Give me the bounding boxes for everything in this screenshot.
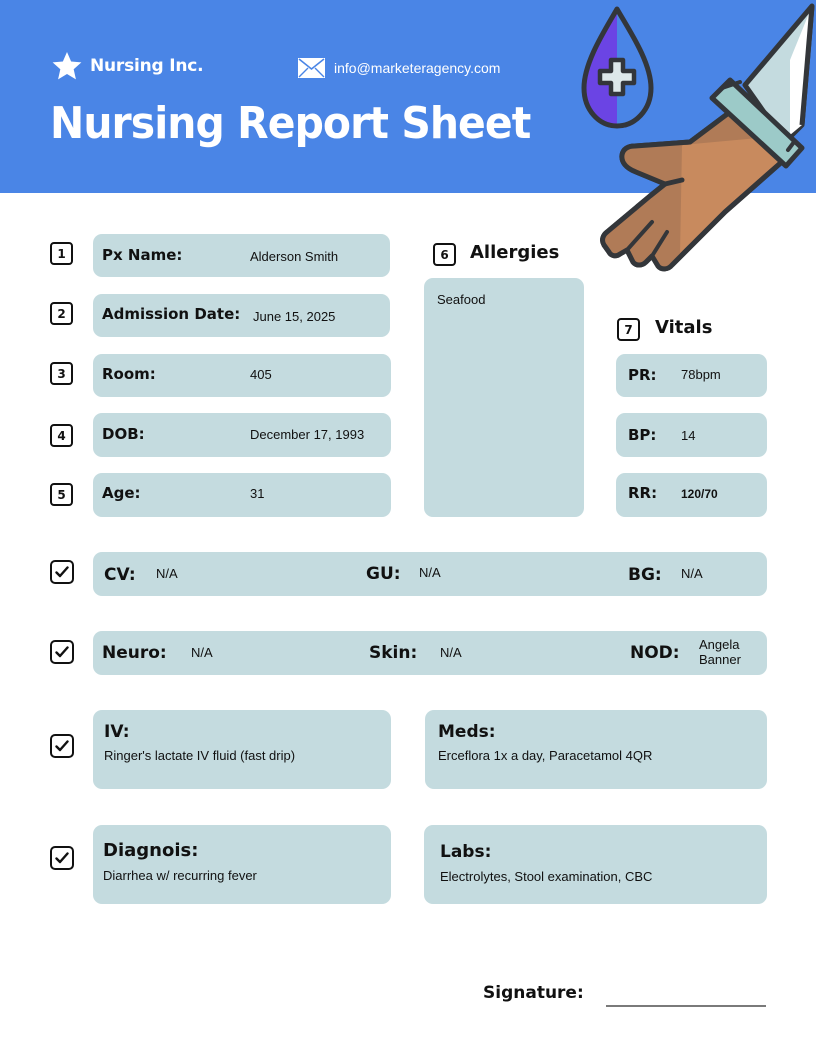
number-badge: 4 [50, 424, 73, 447]
meds-field[interactable] [425, 710, 767, 789]
field-value: 31 [250, 486, 265, 501]
dob-field[interactable] [93, 413, 391, 457]
page-title: Nursing Report Sheet [50, 98, 531, 149]
field-value: December 17, 1993 [250, 427, 365, 442]
nod-label: NOD: [630, 643, 680, 663]
field-value: 405 [250, 367, 272, 382]
vital-pr-field[interactable] [616, 354, 767, 397]
field-label: Room: [102, 365, 156, 383]
field-label: Admission Date: [102, 305, 241, 323]
field-value: Alderson Smith [250, 249, 339, 264]
cv-value: N/A [156, 566, 178, 581]
iv-label: IV: [104, 722, 130, 742]
field-label: RR: [628, 484, 658, 502]
gu-label: GU: [366, 564, 401, 584]
allergies-title: Allergies [470, 242, 560, 263]
admission-date-field[interactable] [93, 294, 390, 337]
labs-label: Labs: [440, 842, 492, 862]
checkbox-checked[interactable] [50, 560, 74, 584]
email-text: info@marketeragency.com [334, 60, 501, 76]
age-field[interactable] [93, 473, 391, 517]
field-label: Age: [102, 484, 141, 502]
diagnosis-field[interactable] [93, 825, 391, 904]
bg-label: BG: [628, 565, 662, 585]
diagnosis-label: Diagnois: [103, 840, 199, 861]
systems-row-neuro-skin-nod[interactable] [93, 631, 767, 675]
checkmark-icon [55, 646, 69, 658]
contact-email[interactable] [298, 58, 500, 78]
checkmark-icon [55, 566, 69, 578]
number-badge: 1 [50, 242, 73, 265]
vital-rr-field[interactable] [616, 473, 767, 517]
field-value: 14 [681, 428, 696, 443]
signature-line[interactable] [606, 1005, 766, 1007]
systems-row-cv-gu-bg[interactable] [93, 552, 767, 596]
room-field[interactable] [93, 354, 391, 397]
allergies-value: Seafood [437, 292, 486, 307]
checkmark-icon [55, 740, 69, 752]
checkbox-checked[interactable] [50, 846, 74, 870]
number-badge: 3 [50, 362, 73, 385]
skin-value: N/A [440, 645, 462, 660]
nod-value-line2: Banner [699, 652, 741, 667]
checkbox-checked[interactable] [50, 734, 74, 758]
meds-label: Meds: [438, 722, 496, 742]
number-badge: 7 [617, 318, 640, 341]
field-value: June 15, 2025 [253, 309, 336, 324]
vitals-title: Vitals [655, 317, 713, 338]
number-badge: 2 [50, 302, 73, 325]
neuro-value: N/A [191, 645, 213, 660]
checkbox-checked[interactable] [50, 640, 74, 664]
neuro-label: Neuro: [102, 643, 167, 663]
brand-name: Nursing Inc. [90, 56, 204, 76]
gloved-hand-illustration [575, 0, 816, 280]
cv-label: CV: [104, 565, 136, 585]
number-badge: 6 [433, 243, 456, 266]
skin-label: Skin: [369, 643, 418, 663]
iv-field[interactable] [93, 710, 391, 789]
field-label: Px Name: [102, 246, 183, 264]
field-value: 78bpm [681, 367, 721, 382]
field-label: DOB: [102, 425, 145, 443]
field-value: 120/70 [681, 487, 718, 501]
meds-value: Erceflora 1x a day, Paracetamol 4QR [438, 748, 653, 763]
envelope-icon [298, 58, 325, 78]
nod-value-line1: Angela [699, 637, 740, 652]
brand [50, 50, 203, 82]
px-name-field[interactable] [93, 234, 390, 277]
field-label: PR: [628, 366, 657, 384]
labs-field[interactable] [424, 825, 767, 904]
iv-value: Ringer's lactate IV fluid (fast drip) [104, 748, 296, 763]
blood-drop-plus-icon [584, 9, 651, 126]
labs-value: Electrolytes, Stool examination, CBC [440, 869, 653, 884]
vital-bp-field[interactable] [616, 413, 767, 457]
checkmark-icon [55, 852, 69, 864]
bg-value: N/A [681, 566, 703, 581]
diagnosis-value: Diarrhea w/ recurring fever [103, 868, 257, 883]
gu-value: N/A [419, 565, 441, 580]
field-label: BP: [628, 426, 657, 444]
star-icon [50, 50, 84, 82]
number-badge: 5 [50, 483, 73, 506]
allergies-field[interactable] [424, 278, 584, 517]
signature-label: Signature: [483, 983, 584, 1003]
